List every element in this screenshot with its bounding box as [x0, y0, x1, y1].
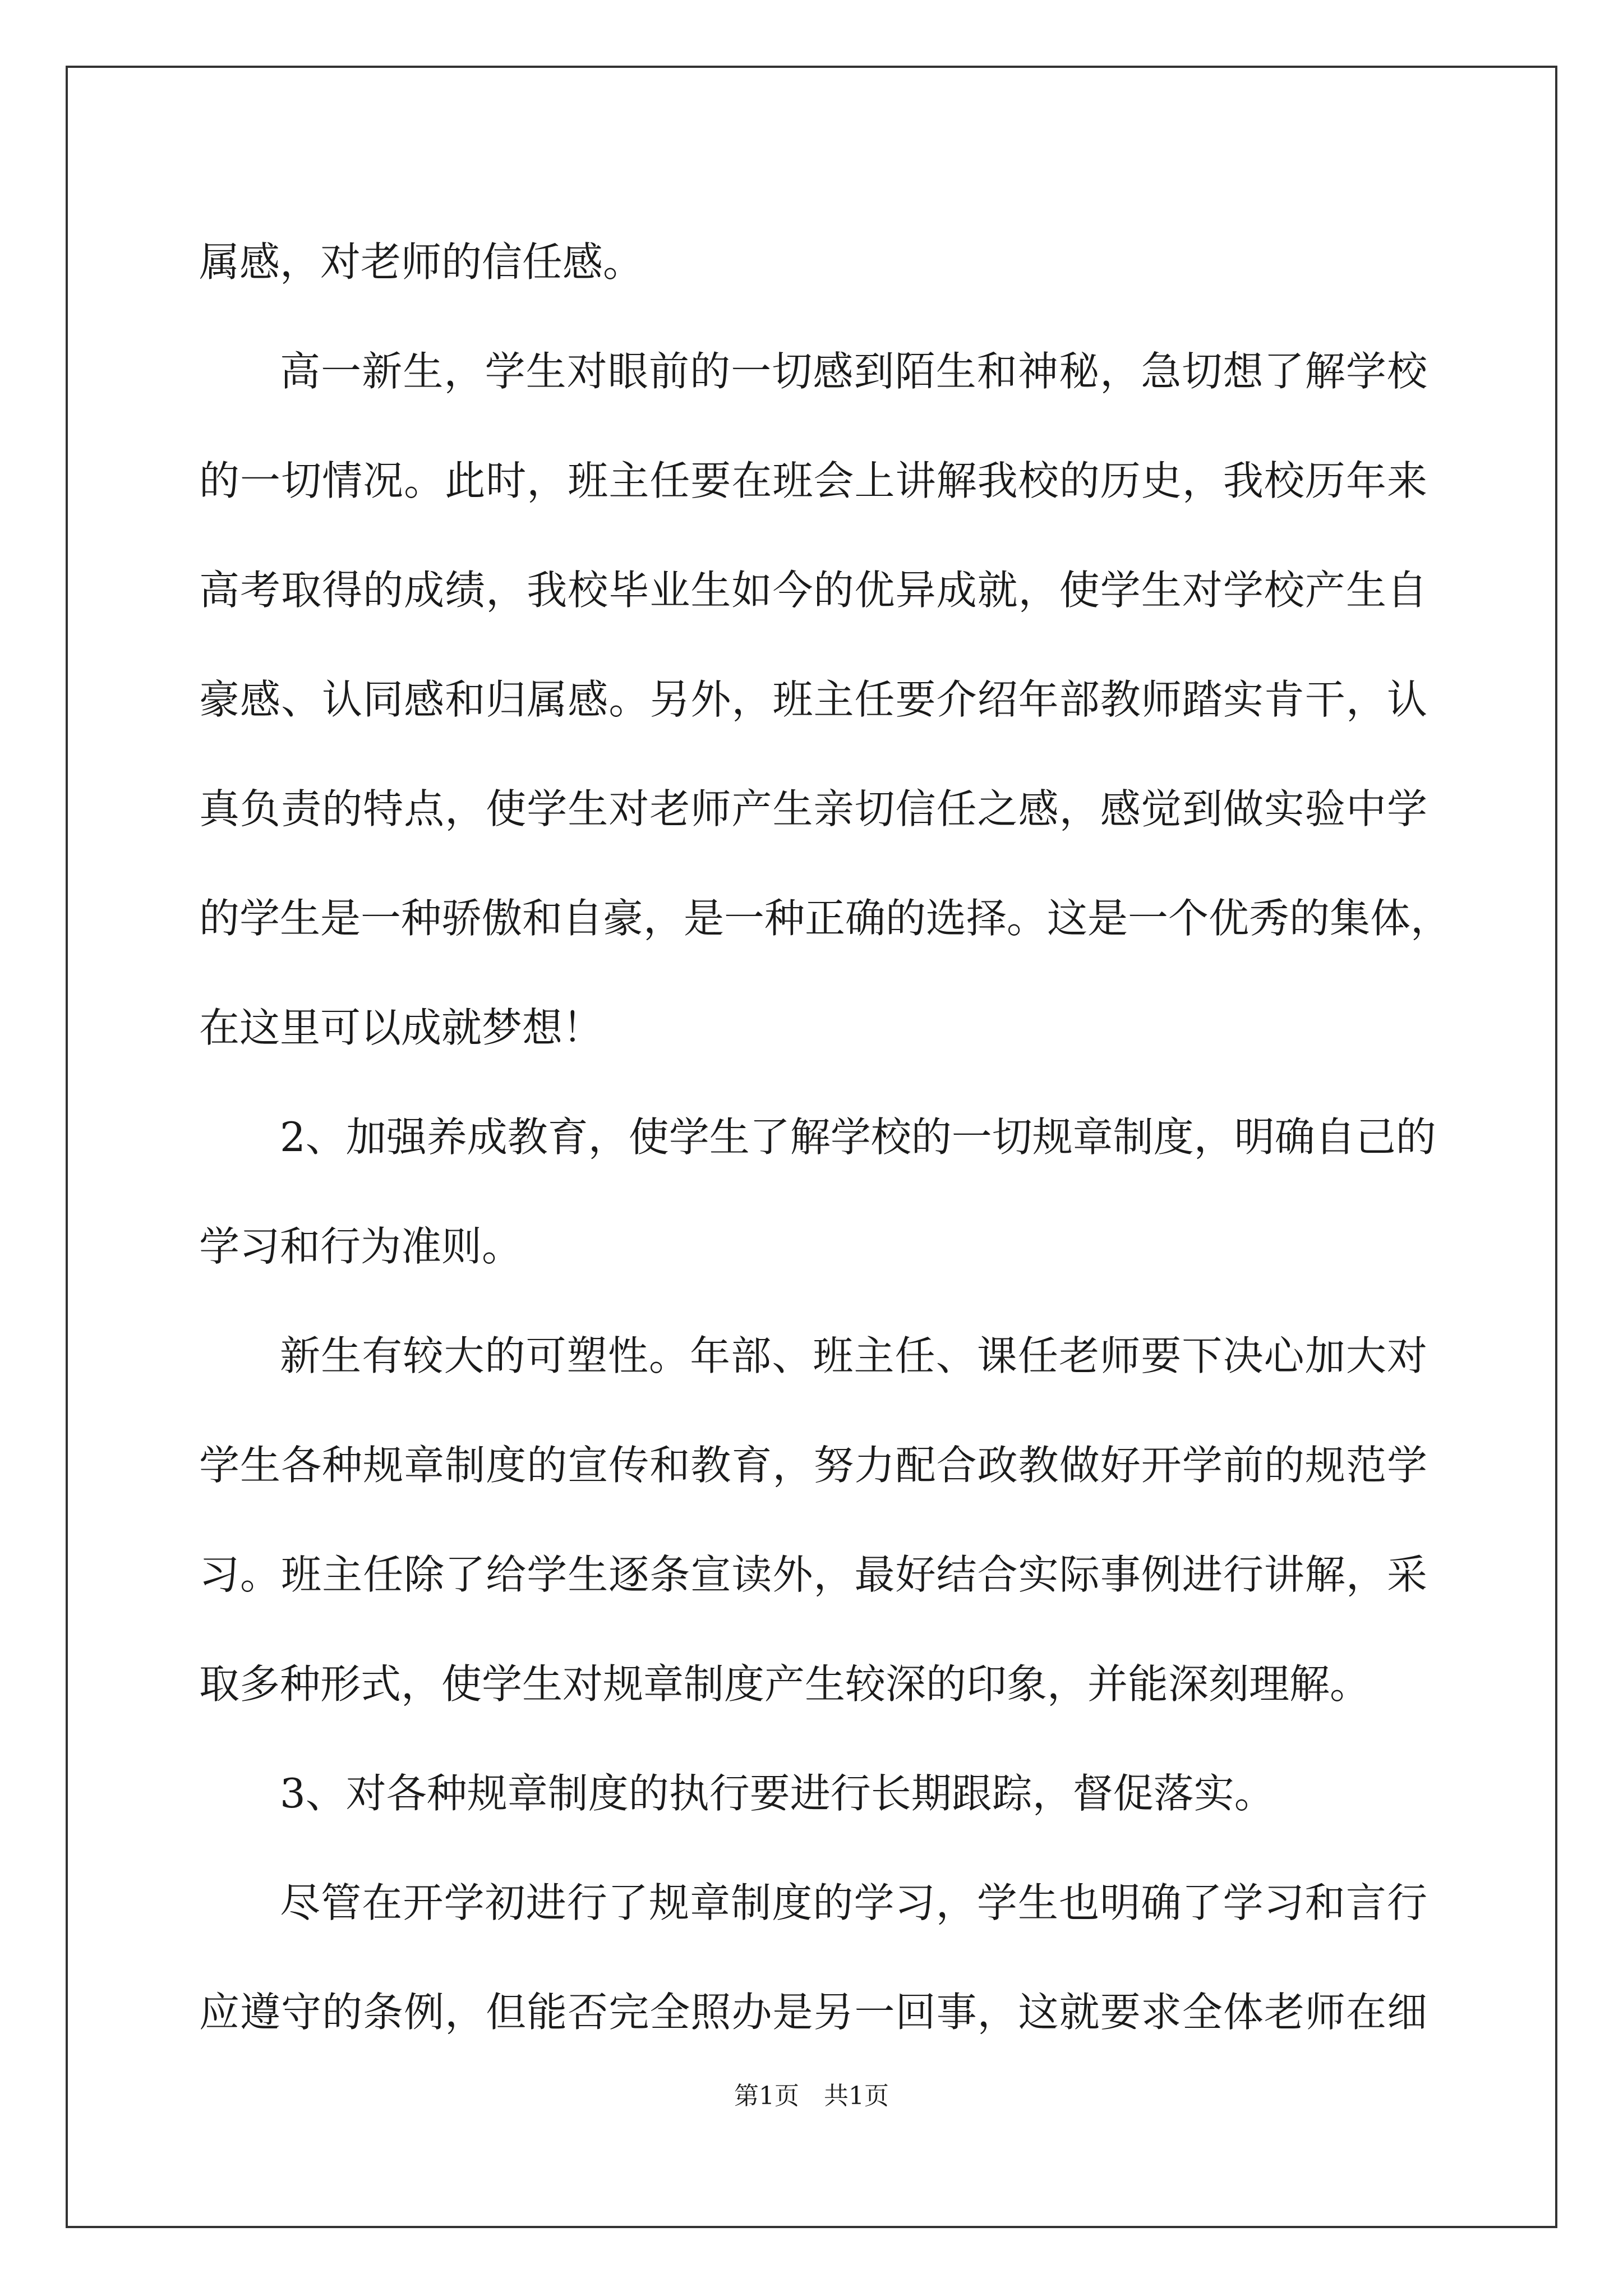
text-line: 真负责的特点，使学生对老师产生亲切信任之感，感觉到做实验中学 [199, 785, 1427, 832]
text-line: 2、加强养成教育，使学生了解学校的一切规章制度，明确自己的 [280, 1114, 1436, 1161]
text-line: 高一新生，学生对眼前的一切感到陌生和神秘，急切想了解学校 [280, 348, 1427, 395]
text-line: 在这里可以成就梦想！ [199, 1004, 603, 1051]
text-line: 学习和行为准则。 [199, 1223, 523, 1270]
text-line: 取多种形式，使学生对规章制度产生较深的印象，并能深刻理解。 [199, 1660, 1371, 1708]
page-footer: 第1页 共1页 [734, 2082, 889, 2110]
text-line: 豪感、认同感和归属感。另外，班主任要介绍年部教师踏实肯干，认 [199, 676, 1427, 723]
text-line: 高考取得的成绩，我校毕业生如今的优异成就，使学生对学校产生自 [199, 567, 1427, 614]
text-line: 习。班主任除了给学生逐条宣读外，最好结合实际事例进行讲解，采 [199, 1551, 1427, 1598]
text-line: 3、对各种规章制度的执行要进行长期跟踪，督促落实。 [280, 1770, 1275, 1817]
text-line: 学生各种规章制度的宣传和教育，努力配合政教做好开学前的规范学 [199, 1442, 1427, 1489]
document-body [199, 208, 1451, 2067]
text-line: 尽管在开学初进行了规章制度的学习，学生也明确了学习和言行 [280, 1879, 1427, 1926]
text-line: 新生有较大的可塑性。年部、班主任、课任老师要下决心加大对 [280, 1332, 1427, 1379]
text-line: 应遵守的条例，但能否完全照办是另一回事，这就要求全体老师在细 [199, 1989, 1427, 2036]
text-line: 的学生是一种骄傲和自豪，是一种正确的选择。这是一个优秀的集体， [199, 895, 1451, 942]
text-line: 属感，对老师的信任感。 [199, 238, 644, 286]
text-line: 的一切情况。此时，班主任要在班会上讲解我校的历史，我校历年来 [199, 457, 1427, 504]
